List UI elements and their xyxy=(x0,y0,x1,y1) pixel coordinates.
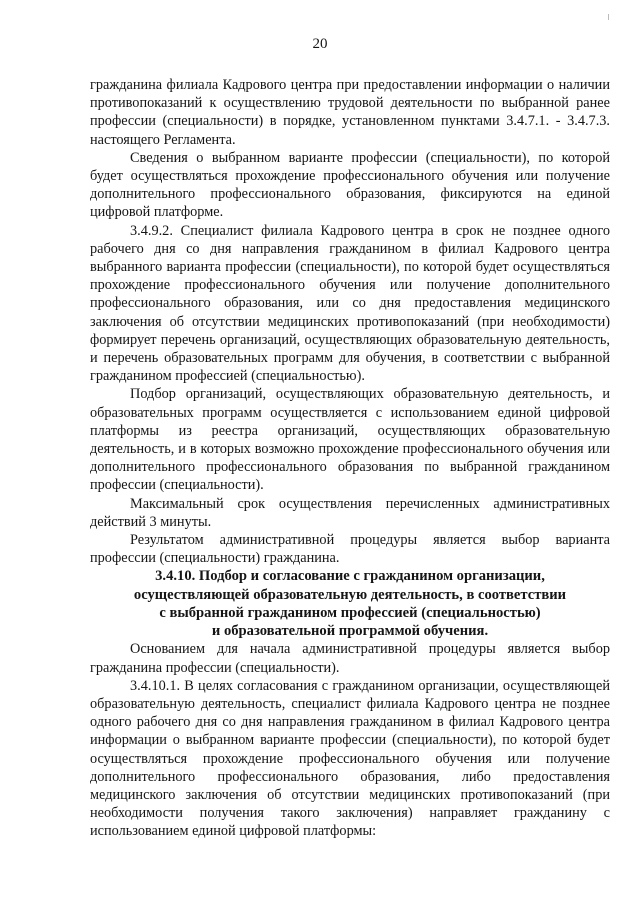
section-heading-3-4-10 xyxy=(90,567,610,640)
paragraph-procedure-basis: Основанием для начала административной процедуры является выбор гражданина профессии (специальности). xyxy=(90,641,610,676)
section-heading-line: с выбранной гражданином профессией (специальностью) xyxy=(159,604,541,621)
paragraph-3-4-9-2: 3.4.9.2. Специалист филиала Кадрового центра в срок не позднее одного рабочего дня со дня направления гражданином в филиал Кадрового центра выбранного варианта профессии (специальности), по которой будет осуществляться прохождение профессионального обучения или получение дополнительного профессионального образования, или со дня предоставления медицинского заключения об отсутствии медицинских противопоказаний (при необходимости) формирует перечень организаций, осуществляющих образовательную деятельность, и перечень образовательных программ для обучения, в соответствии с выбранной гражданином профессией (специальностью). xyxy=(90,222,610,385)
paragraph-procedure-result: Результатом административной процедуры является выбор варианта профессии (специальности) гражданина. xyxy=(90,532,610,567)
document-body xyxy=(90,76,610,841)
paragraph-continuation: гражданина филиала Кадрового центра при предоставлении информации о наличии противопоказаний к осуществлению трудовой деятельности по выбранной ранее профессии (специальности) в порядке, установленном пунктами 3.4.7.1. - 3.4.7.3. настоящего Регламента. xyxy=(90,77,610,148)
page-number: 20 xyxy=(312,36,328,52)
paragraph-3-4-10-1: 3.4.10.1. В целях согласования с гражданином организации, осуществляющей образовательную деятельность, специалист филиала Кадрового центра не позднее одного рабочего дня со дня направления гражданином в филиал Кадрового центра информации о выбранном варианте профессии (специальности), по которой будет осуществляться прохождение профессионального обучения или получение дополнительного профессионального образования, либо предоставления медицинского заключения об отсутствии медицинских противопоказаний (при необходимости получения такого заключения) направляет гражданину с использованием единой цифровой платформы: xyxy=(90,677,610,840)
scan-edge-mark xyxy=(608,14,609,20)
paragraph-profession-record: Сведения о выбранном варианте профессии (специальности), по которой будет осуществляться прохождение профессионального обучения или получение дополнительного профессионального образования, фиксируются на единой цифровой платформе. xyxy=(90,149,610,221)
paragraph-max-duration: Максимальный срок осуществления перечисленных административных действий 3 минуты. xyxy=(90,495,610,530)
paragraph-organization-selection: Подбор организаций, осуществляющих образовательную деятельность, и образовательных программ осуществляется с использованием единой цифровой платформы из реестра организаций, осуществляющих образовательную деятельность, и в которых возможно прохождение профессионального обучения или дополнительного профессионального образования по выбранной гражданином профессии (специальности). xyxy=(90,386,610,494)
section-heading-line: 3.4.10. Подбор и согласование с гражданином организации, xyxy=(155,568,545,585)
section-heading-line: и образовательной программой обучения. xyxy=(211,623,489,640)
section-heading-line: осуществляющей образовательную деятельность, в соответствии xyxy=(133,586,567,603)
